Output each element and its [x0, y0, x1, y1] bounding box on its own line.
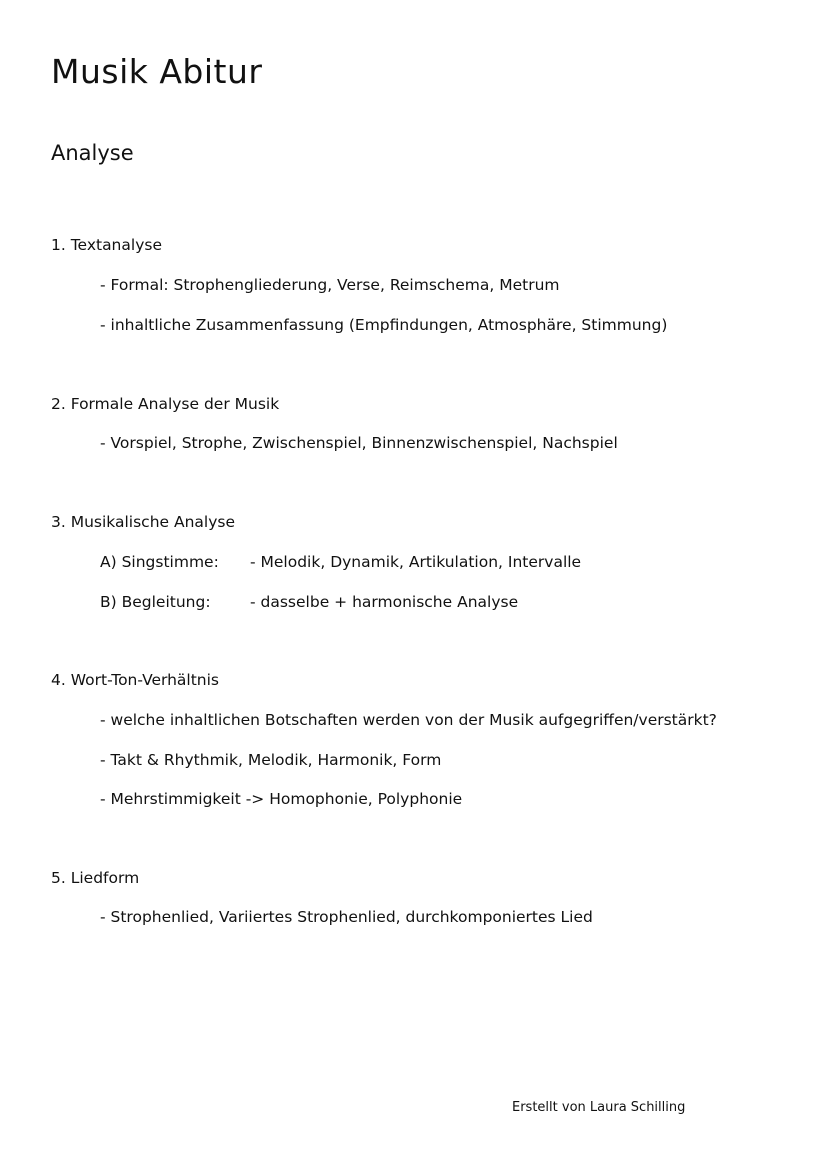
section-heading-textanalyse: 1. Textanalyse [51, 236, 162, 254]
row-value-begleitung: - dasselbe + harmonische Analyse [250, 593, 519, 611]
list-item: - Formal: Strophengliederung, Verse, Reimschema, Metrum [100, 276, 560, 294]
row-label-begleitung: B) Begleitung: [100, 593, 211, 611]
section-heading-musikalische-analyse: 3. Musikalische Analyse [51, 513, 236, 531]
row-label-singstimme: A) Singstimme: [100, 553, 219, 571]
list-item: - Mehrstimmigkeit -> Homophonie, Polyphonie [100, 790, 463, 808]
section-heading-formale-analyse: 2. Formale Analyse der Musik [51, 395, 280, 413]
list-item: - welche inhaltlichen Botschaften werden von der Musik aufgegriffen/verstärkt? [100, 711, 717, 729]
row-value-singstimme: - Melodik, Dynamik, Artikulation, Intervalle [250, 553, 582, 571]
list-item: - inhaltliche Zusammenfassung (Empfindungen, Atmosphäre, Stimmung) [100, 316, 668, 334]
list-item: - Strophenlied, Variiertes Strophenlied, durchkomponiertes Lied [100, 908, 593, 926]
list-item: - Vorspiel, Strophe, Zwischenspiel, Binnenzwischenspiel, Nachspiel [100, 434, 618, 452]
author-credit: Erstellt von Laura Schilling [512, 1100, 686, 1115]
list-item: - Takt & Rhythmik, Melodik, Harmonik, Form [100, 751, 442, 769]
section-heading-wort-ton-verhaeltnis: 4. Wort-Ton-Verhältnis [51, 671, 220, 689]
document-subtitle: Analyse [51, 141, 134, 165]
section-heading-liedform: 5. Liedform [51, 869, 140, 887]
document-title: Musik Abitur [51, 52, 263, 91]
